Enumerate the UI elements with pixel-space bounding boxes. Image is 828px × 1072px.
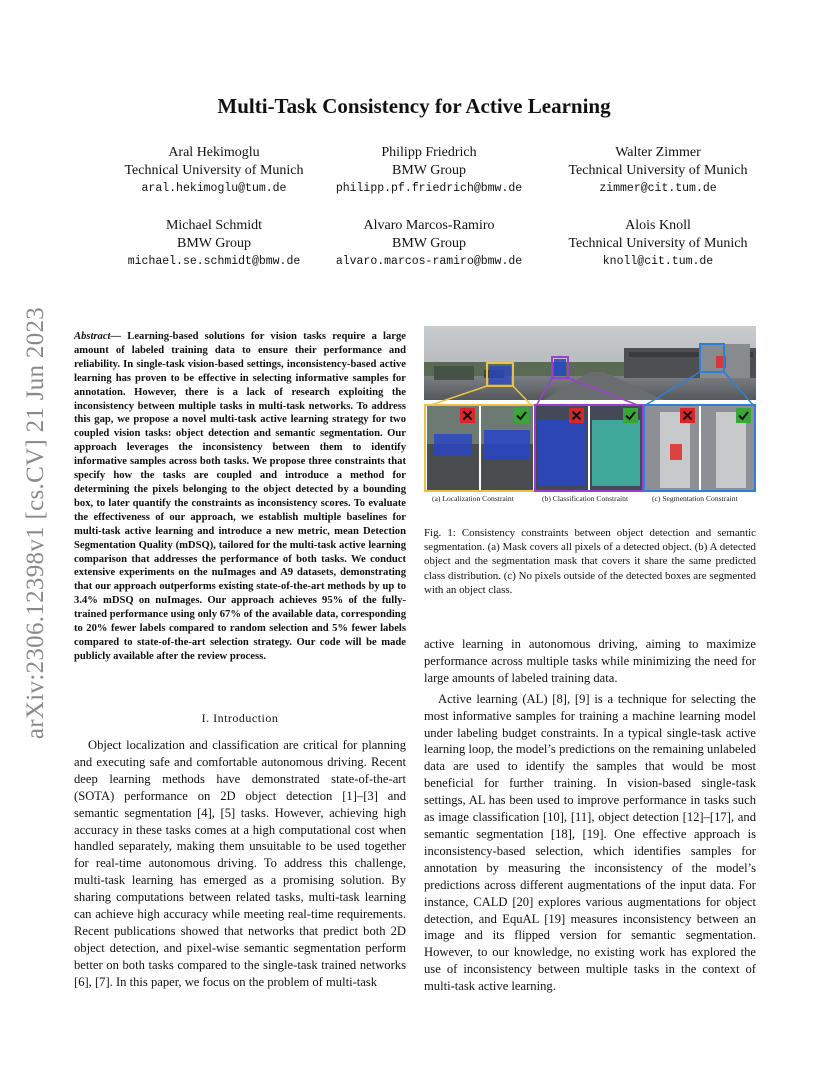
author-email: alvaro.marcos-ramiro@bmw.de <box>335 255 523 268</box>
author-name: Philipp Friedrich <box>381 145 477 160</box>
abstract-text: Learning-based solutions for vision tasks require a large amount of labeled training data to ensure their performance and reliability. In single-task vision-based settings, inconsistency-based active learning has proven to be effective in selecting informative samples for annotation. However, there is a lack of research exploiting the inconsistency between multiple tasks in multi-task networks. To address this gap, we propose a novel multi-task active learning strategy for two coupled vision tasks: object detection and semantic segmentation. Our approach leverages the inconsistency between them to identify informative samples across both tasks. We propose three constraints that specify how the tasks are coupled and introduce a method for determining the pixels belonging to the object detected by a bounding box, to later quantify the constraints as inconsistency scores. To evaluate the effectiveness of our approach, we establish multiple baselines for multi-task active learning and introduce a new metric, mean Detection Segmentation Quality (mDSQ), tailored for the multi-task active learning comparison that addresses the performance of both tasks. We conduct extensive experiments on the nuImages and A9 datasets, demonstrating that our approach outperforms existing state-of-the-art methods by up to 3.4% mDSQ on nuImages. Our approach achieves 95% of the fully-trained performance using only 67% of the available data, corresponding to 20% fewer labels compared to random selection and 5% fewer labels compared to state-of-the-art selection strategy. Our code will be made publicly available after the review process. <box>74 331 406 662</box>
author-email: aral.hekimoglu@tum.de <box>141 182 287 195</box>
author-2 <box>309 144 549 198</box>
author-affiliation: Technical University of Munich <box>124 163 304 178</box>
author-5 <box>309 217 549 271</box>
author-affiliation: BMW Group <box>391 236 467 251</box>
author-affiliation: BMW Group <box>176 236 252 251</box>
abstract-label: Abstract— <box>74 331 122 342</box>
abstract <box>74 330 406 664</box>
intro-paragraph: active learning in autonomous driving, aiming to maximize performance across multiple tasks while minimizing the need for large amounts of labeled training data. <box>424 637 756 685</box>
author-email: knoll@cit.tum.de <box>602 255 714 268</box>
check-icon <box>623 408 638 423</box>
author-3 <box>538 144 778 198</box>
paper-title: Multi-Task Consistency for Active Learning <box>217 94 611 118</box>
author-name: Michael Schmidt <box>165 218 263 233</box>
segmentation-mask <box>489 366 511 384</box>
check-icon <box>514 408 529 423</box>
author-email: philipp.pf.friedrich@bmw.de <box>335 182 523 195</box>
intro-left-column <box>74 737 406 991</box>
author-4 <box>94 217 334 271</box>
segmentation-mask <box>554 359 566 376</box>
check-icon <box>736 408 751 423</box>
author-affiliation: BMW Group <box>391 163 467 178</box>
author-email: zimmer@cit.tum.de <box>599 182 717 195</box>
author-name: Alvaro Marcos-Ramiro <box>363 218 495 233</box>
arxiv-stamp <box>22 288 50 758</box>
intro-right-column <box>424 636 756 995</box>
figure-sublabel-c: (c) Segmentation Constraint <box>652 494 738 503</box>
author-name: Alois Knoll <box>625 218 691 233</box>
cross-icon <box>680 408 695 423</box>
author-email: michael.se.schmidt@bmw.de <box>127 255 301 268</box>
arxiv-id-text: arXiv:2306.12398v1 [cs.CV] 21 Jun 2023 <box>22 306 49 740</box>
figure-sublabel-b: (b) Classification Constraint <box>542 494 629 503</box>
author-affiliation: Technical University of Munich <box>568 236 748 251</box>
author-1 <box>94 144 334 198</box>
intro-paragraph: Object localization and classification are critical for planning and executing safe and comfortable autonomous driving. Recent deep learning methods have demonstrated state-of-the-art (SOTA) performance on 2D object detection [1]–[3] and semantic segmentation [4], [5] tasks. However, achieving high accuracy in these tasks comes at a high computational cost when handled separately, making them unsuitable to be used together for real-time autonomous driving. To address this challenge, multi-task learning has emerged as a promising solution. By sharing computations between related tasks, multi-task learning can achieve high accuracy while meeting real-time requirements. Recent publications showed that networks that predict both 2D object detection, and pixel-wise semantic segmentation perform better on both tasks compared to the single-task trained networks [6], [7]. In this paper, we focus on the problem of multi-task <box>74 738 406 989</box>
author-name: Walter Zimmer <box>615 145 701 160</box>
cross-icon <box>569 408 584 423</box>
author-name: Aral Hekimoglu <box>168 145 260 160</box>
street-scene <box>424 326 756 400</box>
cross-icon <box>460 408 475 423</box>
intro-paragraph: Active learning (AL) [8], [9] is a technique for selecting the most informative samples for training a machine learning model under labeling budget constraints. In a typical single-task active learning loop, the model’s predictions on the remaining unlabeled data are used to identify the samples that would be most beneficial for further training. In vision-based single-task settings, AL has been used to improve performance in tasks such as image classification [10], [11], object detection [12]–[17], and semantic segmentation [18], [19]. One effective approach is inconsistency-based selection, which identifies samples for annotation by measuring the inconsistency of the model’s predictions across different augmentations of the input data. For instance, CALD [20] explores various augmentations for object detection, and EquAL [19] measures inconsistency between an image and its flipped version for semantic segmentation. However, to our knowledge, no existing work has explored the use of inconsistency between multiple tasks in the context of multi-task active learning. <box>424 691 756 994</box>
section-title: I. Introduction <box>201 711 279 725</box>
author-6 <box>538 217 778 271</box>
figure-1-image <box>424 326 756 492</box>
figure-sublabel-a: (a) Localization Constraint <box>432 494 514 503</box>
figure-caption: Fig. 1: Consistency constraints between object detection and semantic segmentation. (a) Mask covers all pixels of a detected object. (b) A detected object and the segmentation mask that covers it share the same predicted class distribution. (c) No pixels outside of the detected boxes are segmented with an object class. <box>424 527 756 596</box>
author-affiliation: Technical University of Munich <box>568 163 748 178</box>
